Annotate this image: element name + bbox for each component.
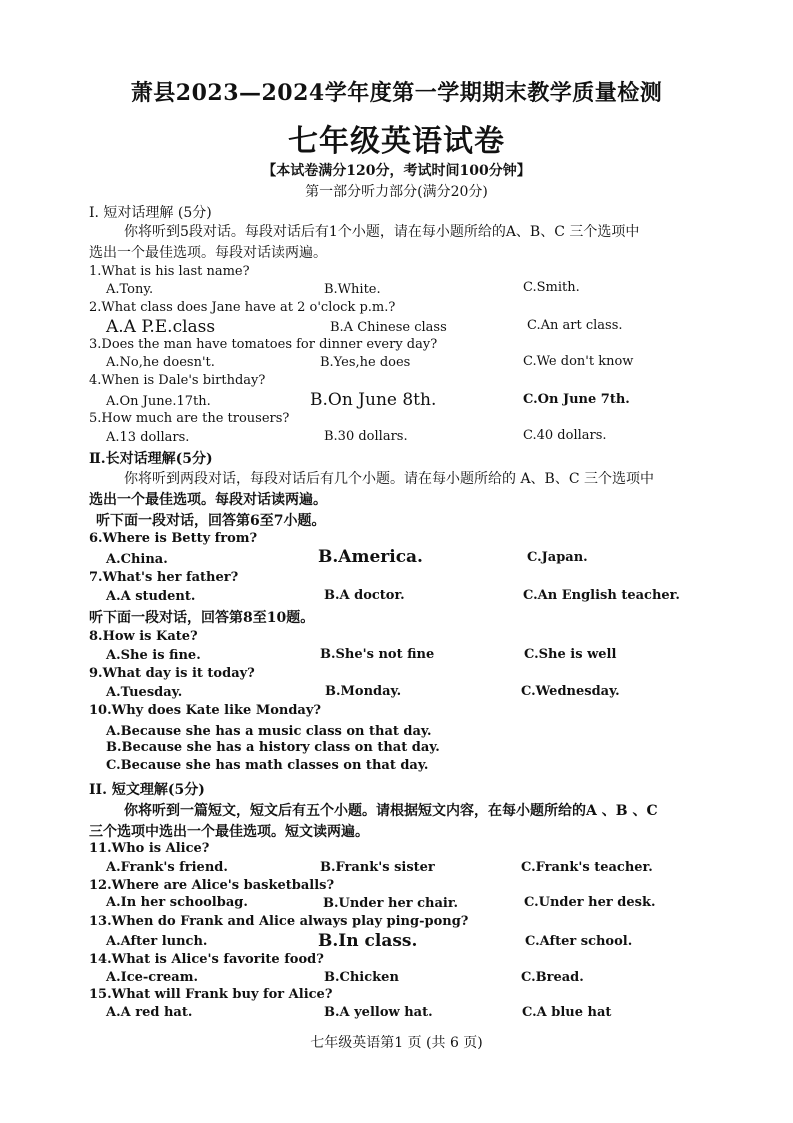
exam-note: 【本试卷满分120分，考试时间100分钟】 (262, 163, 531, 179)
section1-instruction-2: 选出一个最佳选项。每段对话读两遍。 (89, 245, 327, 261)
q11-option-b: B.Frank's sister (320, 860, 435, 875)
question-13: 13.When do Frank and Alice always play ping-pong? (89, 914, 469, 929)
q3-option-b: B.Yes,he does (320, 355, 411, 370)
q15-option-a: A.A red hat. (106, 1005, 193, 1020)
q13-option-c: C.After school. (525, 934, 633, 949)
q2-option-c: C.An art class. (527, 318, 623, 333)
section2-instruction-2: 选出一个最佳选项。每段对话读两遍。 (89, 492, 327, 508)
page-footer: 七年级英语第1 页 (共 6 页) (310, 1035, 483, 1051)
exam-title: 萧县2023—2024学年度第一学期期末教学质量检测 (130, 80, 663, 106)
q15-option-c: C.A blue hat (522, 1005, 612, 1020)
q3-option-c: C.We don't know (523, 354, 634, 369)
section1-heading: I. 短对话理解 (5分) (89, 205, 212, 221)
q6-option-b: B.America. (318, 547, 423, 567)
q9-option-a: A.Tuesday. (106, 685, 183, 700)
question-6: 6.Where is Betty from? (89, 531, 258, 546)
q15-option-b: B.A yellow hat. (324, 1005, 433, 1020)
q12-option-b: B.Under her chair. (323, 896, 459, 911)
q4-option-c: C.On June 7th. (523, 392, 630, 407)
q1-option-c: C.Smith. (523, 280, 580, 295)
section3-heading: II. 短文理解(5分) (89, 782, 205, 798)
section3-instruction-1: 你将听到一篇短文，短文后有五个小题。请根据短文内容，在每小题所给的A 、B 、C (124, 803, 658, 819)
question-8: 8.How is Kate? (89, 629, 198, 644)
question-15: 15.What will Frank buy for Alice? (89, 987, 333, 1002)
q8-option-c: C.She is well (524, 647, 617, 662)
q1-option-a: A.Tony. (106, 282, 154, 297)
section2-instruction-1: 你将听到两段对话，每段对话后有几个小题。请在每小题所给的 A、B、C 三个选项中 (124, 471, 655, 487)
q5-option-b: B.30 dollars. (324, 429, 408, 444)
q12-option-a: A.In her schoolbag. (106, 895, 248, 910)
question-7: 7.What's her father? (89, 570, 239, 585)
q13-option-a: A.After lunch. (106, 934, 208, 949)
question-5: 5.How much are the trousers? (89, 411, 290, 426)
section3-instruction-2: 三个选项中选出一个最佳选项。短文读两遍。 (89, 824, 369, 840)
question-11: 11.Who is Alice? (89, 841, 210, 856)
q3-option-a: A.No,he doesn't. (106, 355, 215, 370)
q14-option-c: C.Bread. (521, 970, 584, 985)
question-12: 12.Where are Alice's basketballs? (89, 878, 335, 893)
q7-option-b: B.A doctor. (324, 588, 405, 603)
q6-option-a: A.China. (106, 552, 168, 567)
q5-option-a: A.13 dollars. (106, 430, 190, 445)
q1-option-b: B.White. (324, 282, 381, 297)
q14-option-a: A.Ice-cream. (106, 970, 199, 985)
q10-option-c: C.Because she has math classes on that day. (106, 758, 429, 773)
section1-instruction-1: 你将听到5段对话。每段对话后有1个小题，请在每小题所给的A、B、C 三个选项中 (124, 224, 640, 240)
question-10: 10.Why does Kate like Monday? (89, 703, 322, 718)
q4-option-b: B.On June 8th. (310, 390, 437, 410)
q8-option-b: B.She's not fine (320, 647, 435, 662)
q2-option-a: A.A P.E.class (106, 317, 216, 337)
q5-option-c: C.40 dollars. (523, 428, 607, 443)
q9-option-b: B.Monday. (325, 684, 402, 699)
q6-option-c: C.Japan. (527, 550, 588, 565)
q2-option-b: B.A Chinese class (330, 320, 447, 335)
part-heading: 第一部分听力部分(满分20分) (305, 184, 488, 200)
section2-instruction-4: 听下面一段对话，回答第8至10题。 (89, 610, 315, 626)
q14-option-b: B.Chicken (324, 970, 399, 985)
q13-option-b: B.In class. (318, 931, 418, 951)
q4-option-a: A.On June.17th. (106, 394, 211, 409)
q9-option-c: C.Wednesday. (521, 684, 620, 699)
q7-option-a: A.A student. (106, 589, 196, 604)
question-9: 9.What day is it today? (89, 666, 255, 681)
q8-option-a: A.She is fine. (106, 648, 201, 663)
q12-option-c: C.Under her desk. (524, 895, 656, 910)
question-14: 14.What is Alice's favorite food? (89, 952, 324, 967)
q7-option-c: C.An English teacher. (523, 588, 680, 603)
question-2: 2.What class does Jane have at 2 o'clock p.m.? (89, 300, 396, 315)
section2-heading: Ⅱ.长对话理解(5分) (89, 451, 213, 467)
q11-option-c: C.Frank's teacher. (521, 860, 653, 875)
q10-option-a: A.Because she has a music class on that day. (106, 724, 432, 739)
q11-option-a: A.Frank's friend. (106, 860, 228, 875)
q10-option-b: B.Because she has a history class on that day. (106, 740, 440, 755)
question-4: 4.When is Dale's birthday? (89, 373, 266, 388)
exam-subtitle: 七年级英语试卷 (288, 124, 505, 159)
question-1: 1.What is his last name? (89, 264, 250, 279)
section2-instruction-3: 听下面一段对话，回答第6至7小题。 (96, 513, 326, 529)
question-3: 3.Does the man have tomatoes for dinner every day? (89, 337, 438, 352)
